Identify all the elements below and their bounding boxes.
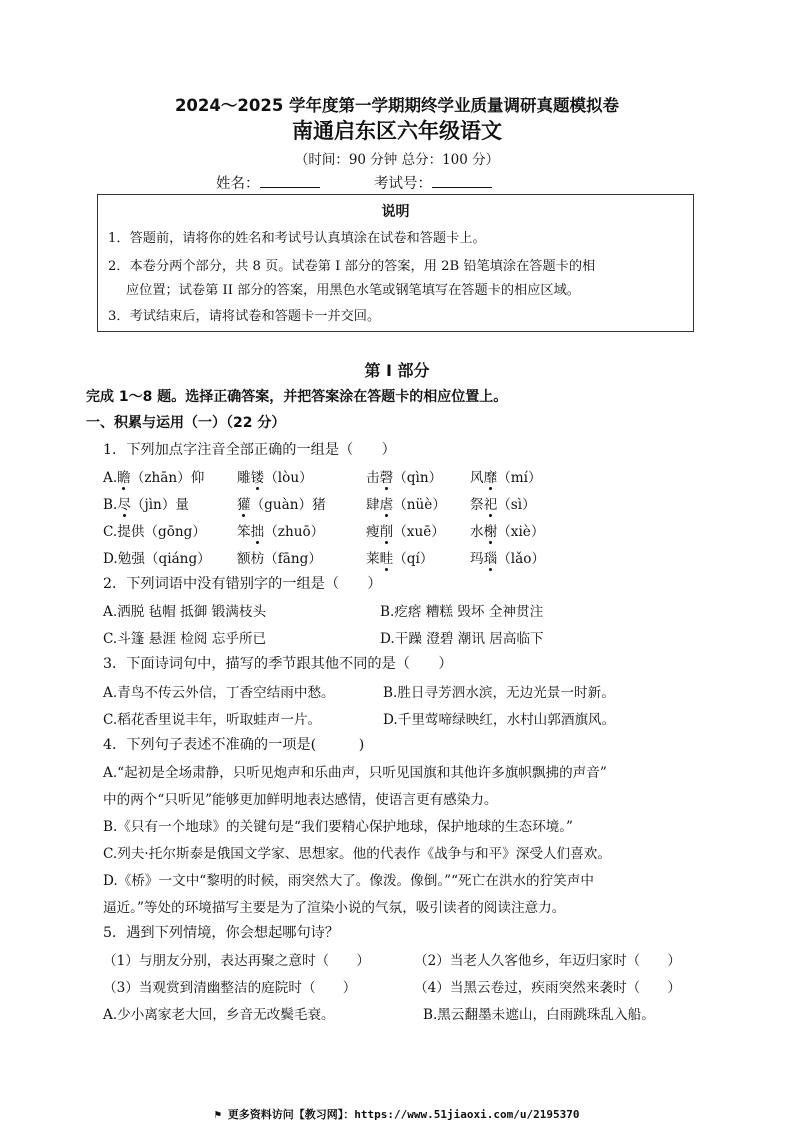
q1-d-word4	[470, 547, 545, 567]
q2-option-d[interactable]: D.干躁 澄碧 潮讯 居高临下	[380, 631, 544, 647]
q1-a-word4	[470, 466, 542, 486]
option-letter: D.	[103, 551, 118, 567]
pinyin: （qìn）	[393, 470, 443, 486]
dotted-char: 瞻	[117, 466, 131, 486]
exam-title: 2024～2025 学年度第一学期期终学业质量调研真题模拟卷	[174, 96, 620, 115]
question-5-stem: 5．遇到下列情境，你会想起哪句诗？	[103, 925, 340, 941]
exam-number-blank[interactable]	[432, 173, 492, 188]
pinyin: （lòu）	[264, 470, 313, 486]
part-title: 第 I 部分	[364, 361, 430, 380]
dotted-char: 磬	[380, 466, 394, 486]
pinyin: （zhān）仰	[130, 470, 205, 486]
q1-option-c[interactable]	[103, 520, 206, 540]
dotted-char: 瑙	[484, 547, 498, 567]
dotted-char: 拙	[251, 520, 265, 540]
pinyin: 供（gōng）	[130, 524, 206, 540]
dotted-char: 镂	[251, 466, 265, 486]
dotted-char: 削	[380, 520, 394, 540]
char: 击	[366, 470, 380, 486]
footer-link[interactable]: 更多资料访问【教习网】：https://www.51jiaoxi.com/u/2195370	[227, 1108, 580, 1121]
pinyin: （xiè）	[497, 524, 545, 540]
char: 玛	[470, 551, 484, 567]
char: 祭	[470, 497, 484, 513]
pinyin: （lǎo）	[497, 551, 546, 567]
exam-meta: （时间：90 分钟 总分：100 分）	[294, 152, 500, 168]
question-4-stem: 4．下列句子表述不准确的一项是( )	[103, 737, 365, 753]
q2-option-b[interactable]: B.疙瘩 糟糕 毁坏 全神贯注	[380, 604, 544, 620]
pinyin: 枋（fāng）	[250, 551, 322, 567]
q4-option-d[interactable]: D.《桥》一文中“黎明的时候，雨突然大了。像泼。像倒。”“死亡在洪水的狞笑声中	[103, 873, 594, 889]
instruction-item: 3．考试结束后，请将试卷和答题卡一并交回。	[108, 309, 381, 324]
dotted-char: 榭	[484, 520, 498, 540]
q1-d-word2	[237, 547, 322, 567]
dotted-char: 虐	[380, 493, 394, 513]
pinyin: （xuē）	[393, 524, 445, 540]
q1-a-word2	[237, 466, 313, 486]
char: 水	[470, 524, 484, 540]
char: 肆	[366, 497, 380, 513]
char: 瘦	[366, 524, 380, 540]
q1-option-a[interactable]	[103, 466, 204, 486]
q1-b-word3	[366, 493, 446, 513]
q1-c-word4	[470, 520, 544, 540]
instruction-item: 应位置；试卷第 II 部分的答案，用黑色水笔或钢笔填写在答题卡的相应区域。	[126, 283, 580, 298]
q2-option-a[interactable]: A.洒脱 毡帽 抵御 锻满枝头	[103, 604, 267, 620]
char: 笨	[237, 524, 251, 540]
q4-option-a-cont: 中的两个“只听见”能够更加鲜明地表达感情，使语言更有感染力。	[103, 792, 498, 808]
q4-option-d-cont: 逼近。”等处的环境描写主要是为了渲染小说的气氛，吸引读者的阅读注意力。	[103, 900, 566, 916]
question-1-stem: 1．下列加点字注音全部正确的一组是（ ）	[103, 442, 396, 458]
exam-number-field[interactable]	[374, 172, 492, 193]
name-field[interactable]	[216, 172, 320, 193]
dotted-char: 祀	[484, 493, 498, 513]
dotted-char: 靡	[484, 466, 498, 486]
q5-option-b: B.黑云翻墨未遮山，白雨跳珠乱入船。	[423, 1007, 655, 1023]
q4-option-a[interactable]: A.“起初是全场肃静，只听见炮声和乐曲声，只听见国旗和其他许多旗帜飘拂的声音”	[103, 765, 607, 781]
name-label: 姓名：	[216, 176, 260, 192]
q5-situation-1[interactable]: （1）与朋友分别，表达再聚之意时（ ）	[103, 953, 370, 969]
pinyin: （zhuō）	[264, 524, 325, 540]
instruction-item: 1．答题前，请将你的姓名和考试号认真填涂在试卷和答题卡上。	[108, 231, 486, 246]
question-2-stem: 2．下列词语中没有错别字的一组是（ ）	[103, 576, 382, 592]
name-blank[interactable]	[260, 173, 320, 188]
char: 莱	[366, 551, 380, 567]
option-letter: B.	[103, 497, 118, 513]
q2-option-c[interactable]: C.斗篷 悬涯 检阅 忘乎所已	[103, 631, 267, 647]
instructions-box	[97, 194, 694, 332]
q1-a-word3	[366, 466, 442, 486]
exam-number-label: 考试号：	[374, 176, 432, 192]
section-heading: 一、积累与运用（一）（22 分）	[86, 415, 286, 431]
char: 勉	[117, 551, 132, 567]
char: 风	[470, 470, 484, 486]
pinyin: （jìn）量	[130, 497, 190, 513]
pinyin: （mí）	[497, 470, 542, 486]
pinyin: （qí）	[393, 551, 434, 567]
q3-option-a[interactable]: A.青鸟不传云外信，丁香空结雨中愁。	[103, 685, 335, 701]
pinyin: （nüè）	[393, 497, 446, 513]
q1-b-word2	[237, 493, 326, 513]
instructions-title: 说明	[381, 204, 410, 220]
exam-subtitle: 南通启东区六年级语文	[292, 119, 502, 143]
pinyin: （sì）	[497, 497, 536, 513]
option-letter: A.	[103, 470, 118, 486]
char: 提	[117, 524, 131, 540]
q5-situation-2[interactable]: （2）当老人久客他乡，年迈归家时（ ）	[414, 953, 681, 969]
q1-option-b[interactable]	[103, 493, 189, 513]
part-directive: 完成 1～8 题。选择正确答案，并把答案涂在答题卡的相应位置上。	[86, 389, 508, 405]
q4-option-b[interactable]: B.《只有一个地球》的关键句是“我们要精心保护地球，保护地球的生态环境。”	[103, 819, 574, 835]
question-3-stem: 3．下面诗词句中，描写的季节跟其他不同的是（ ）	[103, 656, 453, 672]
dotted-char: 尽	[117, 493, 131, 513]
q5-situation-3[interactable]: （3）当观赏到清幽整洁的庭院时（ ）	[103, 980, 357, 996]
q1-b-word4	[470, 493, 536, 513]
char: 雕	[237, 470, 251, 486]
char: 额	[237, 551, 251, 567]
pinyin: （guàn）猪	[250, 497, 326, 513]
dotted-char: 畦	[380, 547, 394, 567]
q3-option-d[interactable]: D.千里莺啼绿映红，水村山郭酒旗风。	[383, 712, 616, 728]
option-letter: C.	[103, 524, 118, 540]
q1-c-word3	[366, 520, 445, 540]
q3-option-c[interactable]: C.稻花香里说丰年，听取蛙声一片。	[103, 712, 322, 728]
q5-option-a: A.少小离家老大回，乡音无改鬓毛衰。	[103, 1007, 335, 1023]
footer[interactable]	[0, 1106, 794, 1122]
q5-situation-4[interactable]: （4）当黑云卷过，疾雨突然来袭时（ ）	[414, 980, 681, 996]
dotted-char: 獾	[237, 493, 251, 513]
instruction-item: 2．本卷分两个部分，共 8 页。试卷第 I 部分的答案，用 2B 铅笔填涂在答题卡的相	[108, 259, 596, 274]
q1-option-d[interactable]	[103, 547, 211, 567]
q1-c-word2	[237, 520, 324, 540]
flag-icon: ⚑	[214, 1108, 222, 1121]
q3-option-b[interactable]: B.胜日寻芳泗水滨，无边光景一时新。	[383, 685, 615, 701]
q1-d-word3	[366, 547, 433, 567]
pinyin: 强（qiáng）	[131, 551, 211, 567]
q4-option-c[interactable]: C.列夫·托尔斯泰是俄国文学家、思想家。他的代表作《战争与和平》深受人们喜欢。	[103, 846, 611, 862]
